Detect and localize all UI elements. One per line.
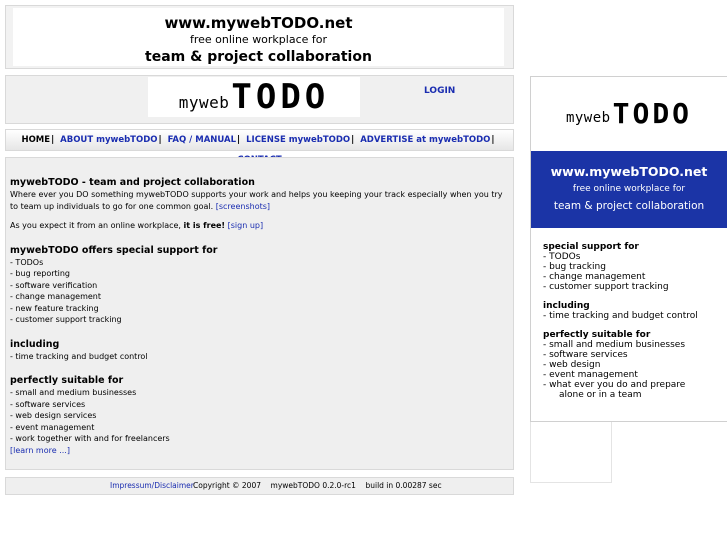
ad-frame-extension — [530, 420, 612, 483]
list-item: - customer support tracking — [543, 282, 669, 292]
advert-support-list — [543, 252, 723, 292]
logo-bar — [5, 75, 514, 124]
advert-logo — [531, 77, 727, 151]
free-paragraph — [10, 220, 508, 232]
logo-big-text: TODO — [231, 77, 330, 117]
intro-text: Where ever you DO something mywebTODO supports your work and helps you keeping your track especially when you try to team up individuals to go for one common goal. — [10, 190, 503, 211]
nav-about[interactable]: ABOUT mywebTODO — [60, 135, 158, 145]
list-item: - time tracking and budget control — [543, 311, 698, 321]
list-item: - TODOs — [10, 257, 44, 267]
advert-suitable-last: alone or in a team — [559, 390, 642, 400]
logo-small-text: myweb — [178, 92, 230, 112]
list-item: - bug reporting — [10, 269, 71, 278]
nav-separator: | — [237, 135, 241, 145]
logo-big-text: TODO — [612, 97, 693, 130]
list-item: - what ever you do and prepare — [543, 380, 686, 390]
advert-suitable-list — [543, 340, 723, 390]
nav-separator: | — [491, 135, 495, 145]
advert-including-heading: including — [543, 301, 590, 311]
login-link[interactable]: LOGIN — [424, 86, 456, 96]
list-item: - time tracking and budget control — [10, 351, 148, 361]
nav-license[interactable]: LICENSE mywebTODO — [246, 135, 351, 145]
list-item: - work together with and for freelancers — [10, 434, 170, 443]
list-item: - software verification — [10, 280, 98, 290]
footer — [5, 477, 514, 495]
main-content — [5, 157, 514, 470]
list-item: - web design services — [10, 411, 97, 420]
suitable-list — [10, 387, 508, 445]
banner-tagline: free online workplace for — [189, 33, 328, 46]
advert-panel[interactable] — [530, 76, 727, 422]
list-item: - software services — [10, 399, 86, 409]
signup-link[interactable]: [sign up] — [227, 221, 264, 230]
list-item: - TODOs — [543, 252, 581, 262]
including-list — [10, 351, 508, 363]
list-item: - event management — [543, 370, 638, 380]
list-item: - new feature tracking — [10, 303, 99, 313]
nav-separator: | — [51, 135, 55, 145]
learn-more-link[interactable]: [learn more ...] — [10, 445, 70, 455]
list-item: - small and medium businesses — [543, 340, 686, 350]
free-text: As you expect it from an online workplace, — [10, 221, 181, 230]
advert-banner — [531, 151, 727, 228]
banner-url: www.mywebTODO.net — [164, 14, 353, 32]
nav-separator: | — [158, 135, 162, 145]
advert-support-heading: special support for — [543, 242, 639, 252]
impressum-link[interactable]: Impressum/Disclaimer — [110, 481, 194, 490]
advert-features — [543, 242, 723, 400]
including-heading: including — [10, 338, 60, 350]
advert-suitable-heading: perfectly suitable for — [543, 330, 651, 340]
list-item: - bug tracking — [543, 262, 606, 272]
support-heading: mywebTODO offers special support for — [10, 244, 218, 256]
advert-including-list — [543, 311, 723, 321]
list-item: - small and medium businesses — [10, 388, 137, 397]
logo-small-text: myweb — [565, 110, 611, 126]
top-banner — [5, 5, 514, 69]
list-item: - change management — [10, 292, 102, 301]
top-banner-inner — [13, 8, 504, 66]
nav-home[interactable]: HOME — [21, 135, 51, 145]
advert-slogan: team & project collaboration — [553, 200, 705, 212]
support-list — [10, 257, 508, 326]
intro-paragraph — [10, 189, 508, 212]
list-item: - software services — [543, 350, 628, 360]
nav-advertise[interactable]: ADVERTISE at mywebTODO — [360, 135, 491, 145]
screenshots-link[interactable]: [screenshots] — [215, 201, 271, 211]
banner-slogan: team & project collaboration — [145, 49, 372, 65]
content-title: mywebTODO - team and project collaboration — [10, 177, 255, 188]
nav-separator: | — [351, 135, 355, 145]
list-item: - customer support tracking — [10, 315, 122, 324]
list-item: - event management — [10, 422, 95, 432]
advert-tagline: free online workplace for — [572, 184, 686, 194]
main-nav — [5, 129, 514, 151]
list-item: - web design — [543, 360, 601, 370]
nav-faq[interactable]: FAQ / MANUAL — [167, 135, 237, 145]
site-logo[interactable] — [148, 77, 360, 117]
advert-url: www.mywebTODO.net — [550, 164, 708, 179]
suitable-heading: perfectly suitable for — [10, 375, 124, 386]
copyright-text: Copyright © 2007 mywebTODO 0.2.0-rc1 build in 0.00287 sec — [193, 481, 442, 490]
list-item: - change management — [543, 272, 646, 282]
free-emphasis: it is free! — [183, 221, 226, 230]
